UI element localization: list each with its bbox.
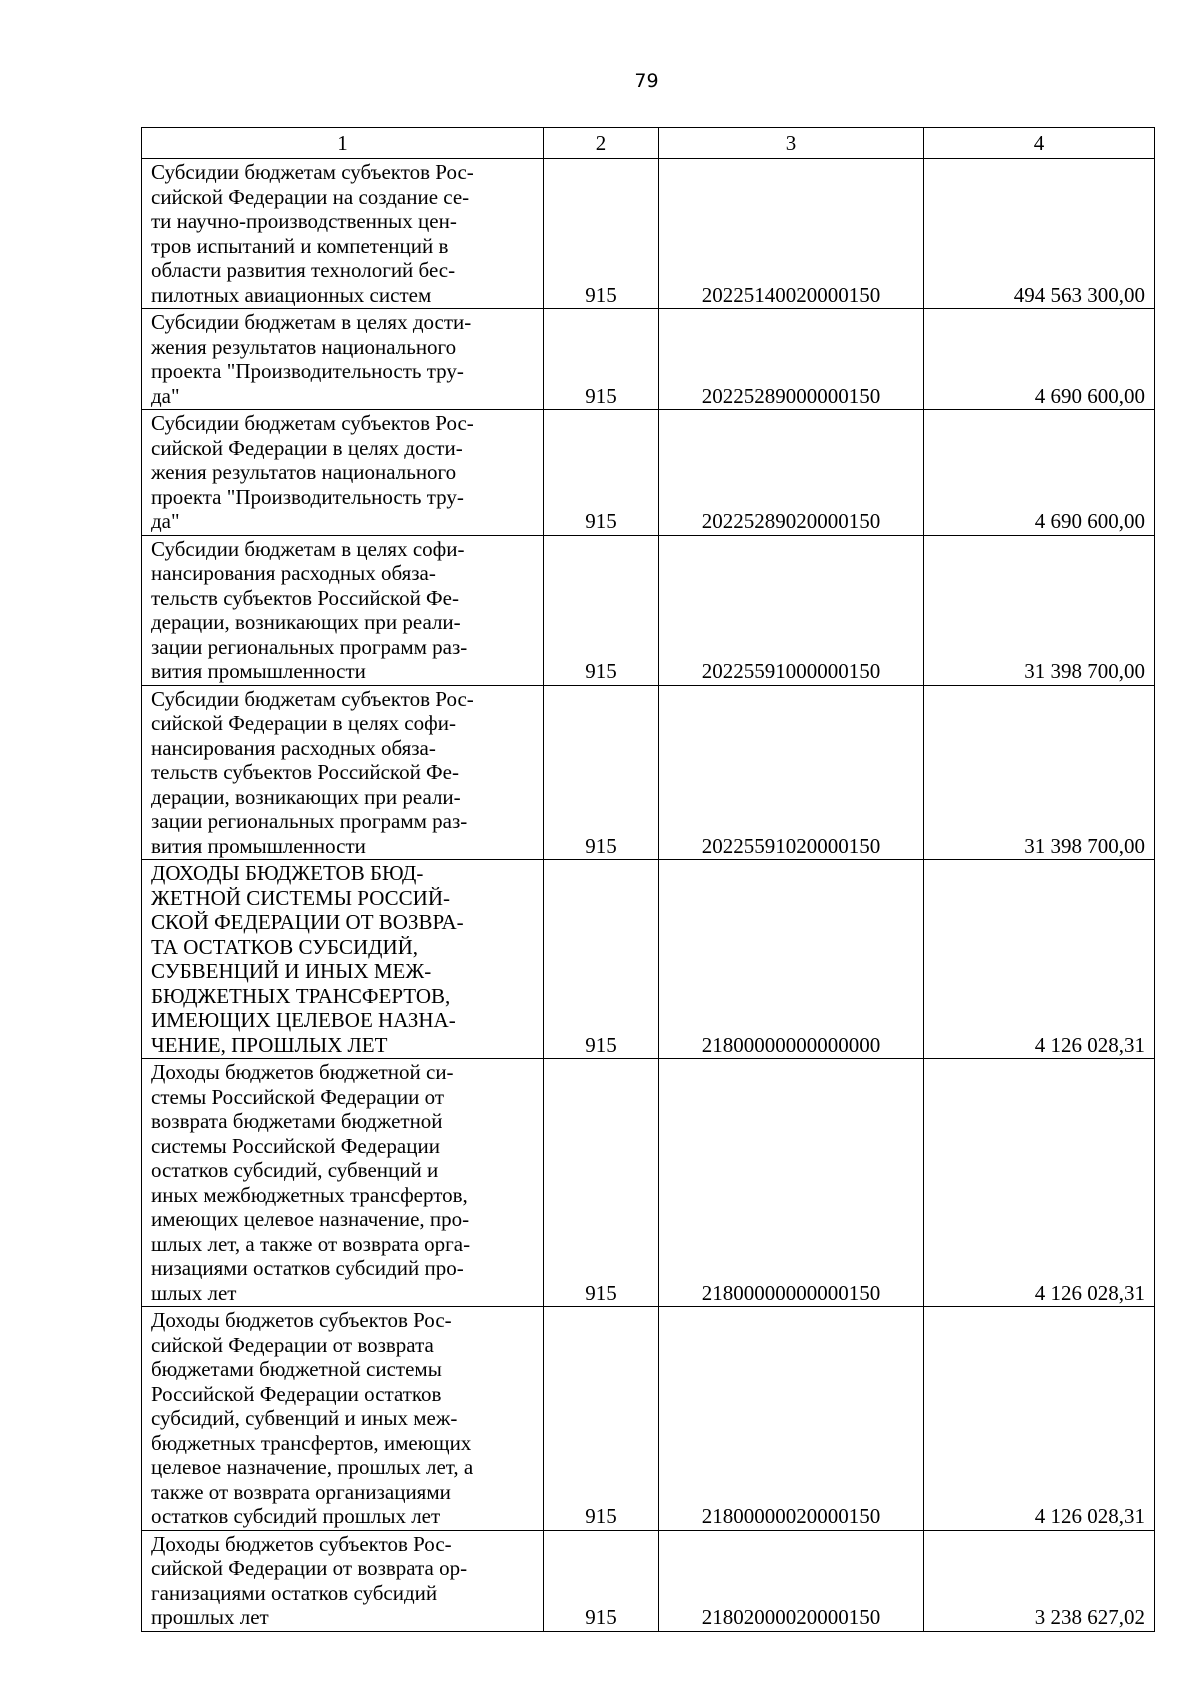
row-name: Субсидии бюджетам субъектов Рос- сийской Федерации в целях софи- нансирования расходных обяза- тельств субъектов Российской Фе- дерации, возникающих при реали- зации региональных программ раз- вития промышленности — [142, 685, 544, 860]
row-budget-code: 21800000020000150 — [659, 1307, 924, 1531]
row-amount: 31 398 700,00 — [924, 535, 1155, 685]
row-name: Субсидии бюджетам субъектов Рос- сийской Федерации на создание се- ти научно-производственных цен- тров испытаний и компетенций в области развития технологий бес- пилотных авиационных систем — [142, 159, 544, 309]
column-header-2: 2 — [544, 128, 659, 159]
column-header-4: 4 — [924, 128, 1155, 159]
table-row — [142, 410, 1155, 536]
table-row — [142, 159, 1155, 309]
row-admin-code: 915 — [544, 535, 659, 685]
row-amount: 4 690 600,00 — [924, 309, 1155, 410]
row-budget-code: 21802000020000150 — [659, 1530, 924, 1631]
row-name: Субсидии бюджетам в целях софи- нансирования расходных обяза- тельств субъектов Российской Фе- дерации, возникающих при реали- зации региональных программ раз- вития промышленности — [142, 535, 544, 685]
column-header-1: 1 — [142, 128, 544, 159]
table-row — [142, 1307, 1155, 1531]
row-name: Доходы бюджетов бюджетной си- стемы Российской Федерации от возврата бюджетами бюджетной системы Российской Федерации остатков субсидий, субвенций и иных межбюджетных трансфертов, имеющих целевое назначение, про- шлых лет, а также от возврата орга- низациями остатков субсидий про- шлых лет — [142, 1059, 544, 1307]
row-admin-code: 915 — [544, 309, 659, 410]
table-row — [142, 1059, 1155, 1307]
row-budget-code: 20225289000000150 — [659, 309, 924, 410]
row-admin-code: 915 — [544, 159, 659, 309]
table-row — [142, 1530, 1155, 1631]
row-amount: 494 563 300,00 — [924, 159, 1155, 309]
row-amount: 4 126 028,31 — [924, 1307, 1155, 1531]
row-name: ДОХОДЫ БЮДЖЕТОВ БЮД- ЖЕТНОЙ СИСТЕМЫ РОССИЙ- СКОЙ ФЕДЕРАЦИИ ОТ ВОЗВРА- ТА ОСТАТКОВ СУБСИДИЙ, СУБВЕНЦИЙ И ИНЫХ МЕЖ- БЮДЖЕТНЫХ ТРАНСФЕРТОВ, ИМЕЮЩИХ ЦЕЛЕВОЕ НАЗНА- ЧЕНИЕ, ПРОШЛЫХ ЛЕТ — [142, 860, 544, 1059]
table-row — [142, 535, 1155, 685]
table-row — [142, 860, 1155, 1059]
row-budget-code: 20225591020000150 — [659, 685, 924, 860]
row-amount: 3 238 627,02 — [924, 1530, 1155, 1631]
row-admin-code: 915 — [544, 1059, 659, 1307]
row-admin-code: 915 — [544, 1307, 659, 1531]
row-amount: 31 398 700,00 — [924, 685, 1155, 860]
row-admin-code: 915 — [544, 1530, 659, 1631]
row-budget-code: 20225289020000150 — [659, 410, 924, 536]
row-name: Субсидии бюджетам в целях дости- жения результатов национального проекта "Производительность тру- да" — [142, 309, 544, 410]
row-budget-code: 21800000000000150 — [659, 1059, 924, 1307]
row-amount: 4 126 028,31 — [924, 1059, 1155, 1307]
table-row — [142, 685, 1155, 860]
column-header-3: 3 — [659, 128, 924, 159]
row-budget-code: 20225140020000150 — [659, 159, 924, 309]
header-row — [142, 128, 1155, 159]
row-budget-code: 21800000000000000 — [659, 860, 924, 1059]
row-admin-code: 915 — [544, 410, 659, 536]
row-name: Доходы бюджетов субъектов Рос- сийской Федерации от возврата бюджетами бюджетной системы Российской Федерации остатков субсидий, субвенций и иных меж- бюджетных трансфертов, имеющих целевое назначение, прошлых лет, а также от возврата организациями остатков субсидий прошлых лет — [142, 1307, 544, 1531]
row-name: Субсидии бюджетам субъектов Рос- сийской Федерации в целях дости- жения результатов национального проекта "Производительность тру- да" — [142, 410, 544, 536]
row-amount: 4 690 600,00 — [924, 410, 1155, 536]
table-row — [142, 309, 1155, 410]
budget-table — [141, 127, 1155, 1632]
row-admin-code: 915 — [544, 685, 659, 860]
row-amount: 4 126 028,31 — [924, 860, 1155, 1059]
row-admin-code: 915 — [544, 860, 659, 1059]
row-budget-code: 20225591000000150 — [659, 535, 924, 685]
row-name: Доходы бюджетов субъектов Рос- сийской Федерации от возврата ор- ганизациями остатков субсидий прошлых лет — [142, 1530, 544, 1631]
page-number: 79 — [634, 70, 659, 92]
